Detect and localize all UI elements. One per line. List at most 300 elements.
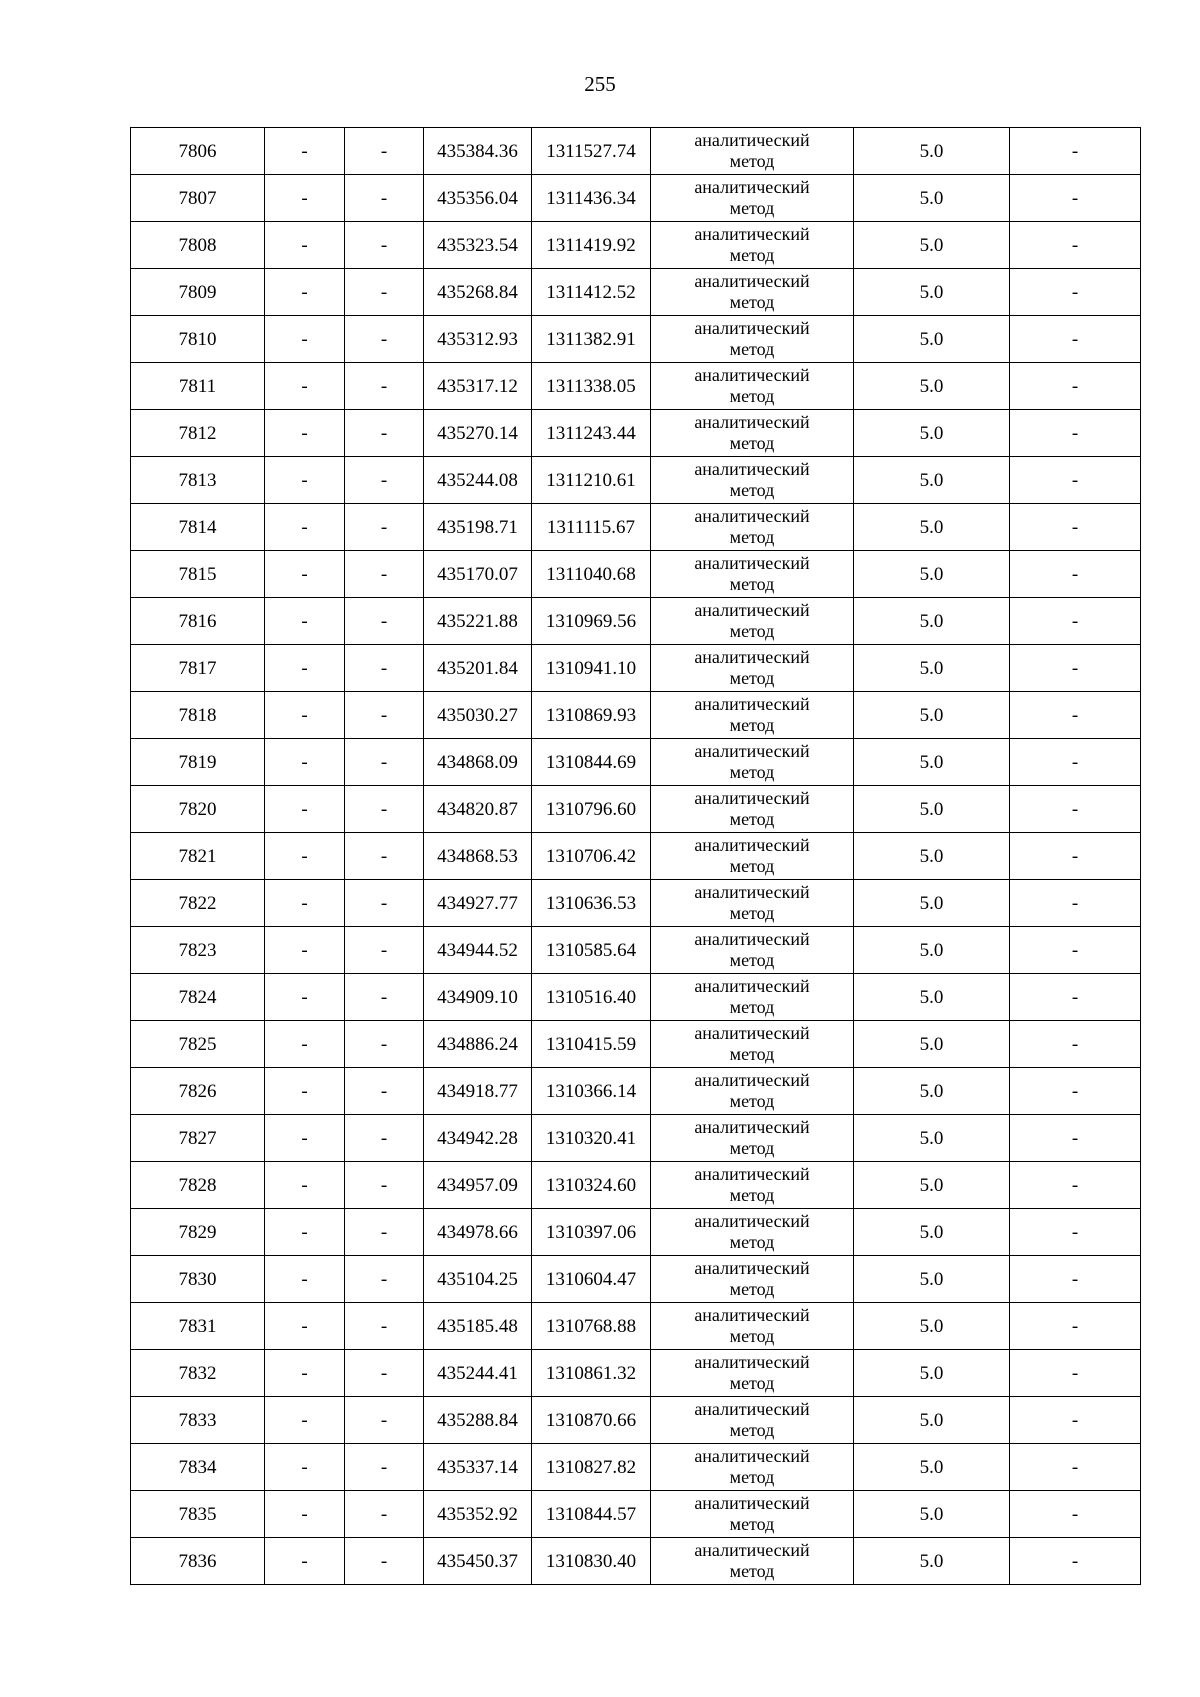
column-2-cell: - (265, 175, 345, 222)
y-coordinate-cell: 1310844.69 (532, 739, 651, 786)
last-column-cell: - (1010, 222, 1141, 269)
last-column-cell: - (1010, 1538, 1141, 1585)
x-coordinate-cell: 435244.41 (424, 1350, 532, 1397)
method-cell (651, 1021, 854, 1068)
method-cell (651, 739, 854, 786)
method-text-line: метод (729, 1044, 775, 1064)
x-coordinate-cell: 434944.52 (424, 927, 532, 974)
table-row (131, 786, 1141, 833)
method-text-line: аналитический (694, 177, 810, 197)
table-row (131, 1162, 1141, 1209)
last-column-cell: - (1010, 1397, 1141, 1444)
method-cell (651, 880, 854, 927)
last-column-cell: - (1010, 1021, 1141, 1068)
method-text-line: аналитический (694, 788, 810, 808)
method-text-line: аналитический (694, 271, 810, 291)
accuracy-cell: 5.0 (854, 1256, 1010, 1303)
x-coordinate-cell: 434868.09 (424, 739, 532, 786)
y-coordinate-cell: 1310366.14 (532, 1068, 651, 1115)
method-text-line: метод (729, 1138, 775, 1158)
column-2-cell: - (265, 504, 345, 551)
method-cell (651, 363, 854, 410)
table-row (131, 457, 1141, 504)
method-cell (651, 1303, 854, 1350)
x-coordinate-cell: 435201.84 (424, 645, 532, 692)
table-row (131, 1303, 1141, 1350)
method-cell (651, 1256, 854, 1303)
point-number-cell: 7836 (131, 1538, 265, 1585)
table-row (131, 410, 1141, 457)
x-coordinate-cell: 435323.54 (424, 222, 532, 269)
column-2-cell: - (265, 363, 345, 410)
point-number-cell: 7835 (131, 1491, 265, 1538)
column-2-cell: - (265, 1209, 345, 1256)
method-text-line: аналитический (694, 412, 810, 432)
accuracy-cell: 5.0 (854, 1115, 1010, 1162)
method-cell (651, 316, 854, 363)
y-coordinate-cell: 1310397.06 (532, 1209, 651, 1256)
column-2-cell: - (265, 128, 345, 175)
column-3-cell: - (345, 1444, 424, 1491)
x-coordinate-cell: 435104.25 (424, 1256, 532, 1303)
method-cell (651, 1538, 854, 1585)
method-cell (651, 927, 854, 974)
method-text-line: метод (729, 950, 775, 970)
method-text-line: аналитический (694, 506, 810, 526)
point-number-cell: 7823 (131, 927, 265, 974)
method-cell (651, 269, 854, 316)
last-column-cell: - (1010, 692, 1141, 739)
method-text-line: метод (729, 1514, 775, 1534)
y-coordinate-cell: 1311115.67 (532, 504, 651, 551)
last-column-cell: - (1010, 1209, 1141, 1256)
accuracy-cell: 5.0 (854, 598, 1010, 645)
method-text-line: метод (729, 1279, 775, 1299)
column-2-cell: - (265, 880, 345, 927)
accuracy-cell: 5.0 (854, 1538, 1010, 1585)
method-text-line: метод (729, 1373, 775, 1393)
table-row (131, 1538, 1141, 1585)
x-coordinate-cell: 435317.12 (424, 363, 532, 410)
column-3-cell: - (345, 1397, 424, 1444)
column-2-cell: - (265, 1256, 345, 1303)
method-text-line: метод (729, 715, 775, 735)
column-3-cell: - (345, 598, 424, 645)
point-number-cell: 7807 (131, 175, 265, 222)
method-text-line: аналитический (694, 1117, 810, 1137)
column-2-cell: - (265, 1068, 345, 1115)
method-text-line: аналитический (694, 694, 810, 714)
accuracy-cell: 5.0 (854, 1303, 1010, 1350)
y-coordinate-cell: 1310604.47 (532, 1256, 651, 1303)
method-text-line: метод (729, 574, 775, 594)
x-coordinate-cell: 435221.88 (424, 598, 532, 645)
table-row (131, 974, 1141, 1021)
x-coordinate-cell: 434820.87 (424, 786, 532, 833)
method-text-line: аналитический (694, 741, 810, 761)
last-column-cell: - (1010, 1162, 1141, 1209)
method-cell (651, 598, 854, 645)
method-cell (651, 1068, 854, 1115)
point-number-cell: 7813 (131, 457, 265, 504)
accuracy-cell: 5.0 (854, 1021, 1010, 1068)
column-2-cell: - (265, 786, 345, 833)
method-cell (651, 1209, 854, 1256)
table-row (131, 645, 1141, 692)
table-row (131, 1256, 1141, 1303)
y-coordinate-cell: 1310827.82 (532, 1444, 651, 1491)
y-coordinate-cell: 1310516.40 (532, 974, 651, 1021)
last-column-cell: - (1010, 128, 1141, 175)
method-text-line: метод (729, 386, 775, 406)
column-2-cell: - (265, 1115, 345, 1162)
x-coordinate-cell: 434927.77 (424, 880, 532, 927)
y-coordinate-cell: 1311382.91 (532, 316, 651, 363)
column-2-cell: - (265, 457, 345, 504)
last-column-cell: - (1010, 551, 1141, 598)
point-number-cell: 7815 (131, 551, 265, 598)
point-number-cell: 7819 (131, 739, 265, 786)
y-coordinate-cell: 1310869.93 (532, 692, 651, 739)
point-number-cell: 7826 (131, 1068, 265, 1115)
column-2-cell: - (265, 1397, 345, 1444)
column-3-cell: - (345, 504, 424, 551)
method-text-line: метод (729, 527, 775, 547)
y-coordinate-cell: 1311436.34 (532, 175, 651, 222)
y-coordinate-cell: 1311419.92 (532, 222, 651, 269)
method-text-line: метод (729, 292, 775, 312)
x-coordinate-cell: 435356.04 (424, 175, 532, 222)
accuracy-cell: 5.0 (854, 833, 1010, 880)
column-3-cell: - (345, 1115, 424, 1162)
column-2-cell: - (265, 739, 345, 786)
column-2-cell: - (265, 692, 345, 739)
accuracy-cell: 5.0 (854, 363, 1010, 410)
x-coordinate-cell: 435352.92 (424, 1491, 532, 1538)
point-number-cell: 7814 (131, 504, 265, 551)
column-3-cell: - (345, 786, 424, 833)
table-row (131, 363, 1141, 410)
y-coordinate-cell: 1310768.88 (532, 1303, 651, 1350)
y-coordinate-cell: 1310585.64 (532, 927, 651, 974)
accuracy-cell: 5.0 (854, 974, 1010, 1021)
last-column-cell: - (1010, 598, 1141, 645)
column-2-cell: - (265, 551, 345, 598)
point-number-cell: 7829 (131, 1209, 265, 1256)
table-row (131, 1021, 1141, 1068)
accuracy-cell: 5.0 (854, 692, 1010, 739)
accuracy-cell: 5.0 (854, 410, 1010, 457)
method-text-line: аналитический (694, 1258, 810, 1278)
y-coordinate-cell: 1310941.10 (532, 645, 651, 692)
x-coordinate-cell: 434909.10 (424, 974, 532, 1021)
column-2-cell: - (265, 222, 345, 269)
method-text-line: аналитический (694, 647, 810, 667)
method-text-line: метод (729, 668, 775, 688)
column-2-cell: - (265, 269, 345, 316)
last-column-cell: - (1010, 974, 1141, 1021)
accuracy-cell: 5.0 (854, 504, 1010, 551)
column-3-cell: - (345, 927, 424, 974)
y-coordinate-cell: 1311040.68 (532, 551, 651, 598)
method-cell (651, 786, 854, 833)
table-row (131, 1444, 1141, 1491)
x-coordinate-cell: 435337.14 (424, 1444, 532, 1491)
x-coordinate-cell: 435185.48 (424, 1303, 532, 1350)
point-number-cell: 7824 (131, 974, 265, 1021)
method-text-line: аналитический (694, 130, 810, 150)
column-3-cell: - (345, 363, 424, 410)
method-text-line: аналитический (694, 976, 810, 996)
y-coordinate-cell: 1310844.57 (532, 1491, 651, 1538)
method-text-line: метод (729, 762, 775, 782)
point-number-cell: 7834 (131, 1444, 265, 1491)
last-column-cell: - (1010, 833, 1141, 880)
method-text-line: метод (729, 1561, 775, 1581)
y-coordinate-cell: 1311243.44 (532, 410, 651, 457)
method-text-line: метод (729, 1185, 775, 1205)
column-3-cell: - (345, 1491, 424, 1538)
last-column-cell: - (1010, 1303, 1141, 1350)
method-text-line: метод (729, 1232, 775, 1252)
method-text-line: метод (729, 1091, 775, 1111)
last-column-cell: - (1010, 1491, 1141, 1538)
column-3-cell: - (345, 1021, 424, 1068)
accuracy-cell: 5.0 (854, 175, 1010, 222)
column-3-cell: - (345, 1303, 424, 1350)
column-3-cell: - (345, 1538, 424, 1585)
column-2-cell: - (265, 1444, 345, 1491)
point-number-cell: 7811 (131, 363, 265, 410)
table-row (131, 316, 1141, 363)
table-row (131, 222, 1141, 269)
method-text-line: аналитический (694, 318, 810, 338)
table-row (131, 833, 1141, 880)
method-cell (651, 128, 854, 175)
accuracy-cell: 5.0 (854, 457, 1010, 504)
accuracy-cell: 5.0 (854, 645, 1010, 692)
point-number-cell: 7828 (131, 1162, 265, 1209)
y-coordinate-cell: 1311210.61 (532, 457, 651, 504)
method-text-line: аналитический (694, 365, 810, 385)
x-coordinate-cell: 434978.66 (424, 1209, 532, 1256)
method-text-line: метод (729, 1326, 775, 1346)
method-text-line: аналитический (694, 1070, 810, 1090)
point-number-cell: 7832 (131, 1350, 265, 1397)
method-text-line: метод (729, 1467, 775, 1487)
column-2-cell: - (265, 1162, 345, 1209)
table-row (131, 927, 1141, 974)
table-row (131, 504, 1141, 551)
method-text-line: метод (729, 245, 775, 265)
method-text-line: аналитический (694, 1305, 810, 1325)
table-row (131, 551, 1141, 598)
table-row (131, 1115, 1141, 1162)
last-column-cell: - (1010, 1444, 1141, 1491)
x-coordinate-cell: 434957.09 (424, 1162, 532, 1209)
y-coordinate-cell: 1310320.41 (532, 1115, 651, 1162)
table-row (131, 880, 1141, 927)
column-3-cell: - (345, 269, 424, 316)
accuracy-cell: 5.0 (854, 316, 1010, 363)
last-column-cell: - (1010, 269, 1141, 316)
column-3-cell: - (345, 316, 424, 363)
column-2-cell: - (265, 410, 345, 457)
method-cell (651, 1350, 854, 1397)
column-2-cell: - (265, 927, 345, 974)
point-number-cell: 7830 (131, 1256, 265, 1303)
last-column-cell: - (1010, 1068, 1141, 1115)
point-number-cell: 7808 (131, 222, 265, 269)
x-coordinate-cell: 435450.37 (424, 1538, 532, 1585)
last-column-cell: - (1010, 645, 1141, 692)
x-coordinate-cell: 435030.27 (424, 692, 532, 739)
column-3-cell: - (345, 692, 424, 739)
method-text-line: метод (729, 151, 775, 171)
table-row (131, 175, 1141, 222)
last-column-cell: - (1010, 316, 1141, 363)
method-cell (651, 1115, 854, 1162)
method-text-line: аналитический (694, 929, 810, 949)
accuracy-cell: 5.0 (854, 1444, 1010, 1491)
y-coordinate-cell: 1310706.42 (532, 833, 651, 880)
method-cell (651, 1444, 854, 1491)
point-number-cell: 7806 (131, 128, 265, 175)
column-3-cell: - (345, 974, 424, 1021)
method-text-line: аналитический (694, 1540, 810, 1560)
column-2-cell: - (265, 1538, 345, 1585)
y-coordinate-cell: 1310861.32 (532, 1350, 651, 1397)
last-column-cell: - (1010, 457, 1141, 504)
column-3-cell: - (345, 410, 424, 457)
last-column-cell: - (1010, 1115, 1141, 1162)
method-cell (651, 504, 854, 551)
method-text-line: метод (729, 433, 775, 453)
method-text-line: аналитический (694, 1023, 810, 1043)
column-3-cell: - (345, 1068, 424, 1115)
method-text-line: аналитический (694, 600, 810, 620)
point-number-cell: 7820 (131, 786, 265, 833)
accuracy-cell: 5.0 (854, 269, 1010, 316)
accuracy-cell: 5.0 (854, 1068, 1010, 1115)
last-column-cell: - (1010, 739, 1141, 786)
method-text-line: метод (729, 339, 775, 359)
method-text-line: метод (729, 997, 775, 1017)
method-cell (651, 645, 854, 692)
column-2-cell: - (265, 598, 345, 645)
column-2-cell: - (265, 833, 345, 880)
accuracy-cell: 5.0 (854, 128, 1010, 175)
method-text-line: аналитический (694, 1446, 810, 1466)
column-3-cell: - (345, 880, 424, 927)
last-column-cell: - (1010, 927, 1141, 974)
column-2-cell: - (265, 1303, 345, 1350)
table-row (131, 1397, 1141, 1444)
y-coordinate-cell: 1310870.66 (532, 1397, 651, 1444)
method-text-line: аналитический (694, 553, 810, 573)
point-number-cell: 7822 (131, 880, 265, 927)
accuracy-cell: 5.0 (854, 880, 1010, 927)
point-number-cell: 7831 (131, 1303, 265, 1350)
column-2-cell: - (265, 1491, 345, 1538)
accuracy-cell: 5.0 (854, 1350, 1010, 1397)
column-3-cell: - (345, 457, 424, 504)
x-coordinate-cell: 435170.07 (424, 551, 532, 598)
point-number-cell: 7833 (131, 1397, 265, 1444)
method-text-line: метод (729, 903, 775, 923)
method-text-line: аналитический (694, 459, 810, 479)
accuracy-cell: 5.0 (854, 1162, 1010, 1209)
table-row (131, 1068, 1141, 1115)
column-2-cell: - (265, 974, 345, 1021)
column-3-cell: - (345, 1256, 424, 1303)
table-row (131, 1491, 1141, 1538)
x-coordinate-cell: 435384.36 (424, 128, 532, 175)
y-coordinate-cell: 1310969.56 (532, 598, 651, 645)
x-coordinate-cell: 435270.14 (424, 410, 532, 457)
method-cell (651, 1491, 854, 1538)
method-text-line: аналитический (694, 1164, 810, 1184)
method-cell (651, 692, 854, 739)
method-text-line: метод (729, 621, 775, 641)
column-3-cell: - (345, 222, 424, 269)
y-coordinate-cell: 1311412.52 (532, 269, 651, 316)
method-cell (651, 222, 854, 269)
table-row (131, 739, 1141, 786)
table-row (131, 1350, 1141, 1397)
y-coordinate-cell: 1311527.74 (532, 128, 651, 175)
accuracy-cell: 5.0 (854, 1209, 1010, 1256)
accuracy-cell: 5.0 (854, 1397, 1010, 1444)
x-coordinate-cell: 434942.28 (424, 1115, 532, 1162)
point-number-cell: 7825 (131, 1021, 265, 1068)
column-2-cell: - (265, 1350, 345, 1397)
column-3-cell: - (345, 551, 424, 598)
last-column-cell: - (1010, 1350, 1141, 1397)
method-text-line: аналитический (694, 835, 810, 855)
column-2-cell: - (265, 316, 345, 363)
last-column-cell: - (1010, 1256, 1141, 1303)
column-3-cell: - (345, 128, 424, 175)
point-number-cell: 7812 (131, 410, 265, 457)
x-coordinate-cell: 435268.84 (424, 269, 532, 316)
accuracy-cell: 5.0 (854, 222, 1010, 269)
last-column-cell: - (1010, 880, 1141, 927)
point-number-cell: 7816 (131, 598, 265, 645)
x-coordinate-cell: 435312.93 (424, 316, 532, 363)
column-3-cell: - (345, 175, 424, 222)
accuracy-cell: 5.0 (854, 551, 1010, 598)
x-coordinate-cell: 435198.71 (424, 504, 532, 551)
accuracy-cell: 5.0 (854, 1491, 1010, 1538)
table-row (131, 598, 1141, 645)
point-number-cell: 7821 (131, 833, 265, 880)
table-row (131, 128, 1141, 175)
method-text-line: метод (729, 480, 775, 500)
method-text-line: аналитический (694, 882, 810, 902)
table-body (131, 128, 1141, 1585)
y-coordinate-cell: 1311338.05 (532, 363, 651, 410)
x-coordinate-cell: 434918.77 (424, 1068, 532, 1115)
method-text-line: аналитический (694, 1211, 810, 1231)
last-column-cell: - (1010, 175, 1141, 222)
method-text-line: аналитический (694, 1399, 810, 1419)
method-text-line: метод (729, 198, 775, 218)
page-number: 255 (584, 72, 616, 96)
last-column-cell: - (1010, 786, 1141, 833)
method-cell (651, 1397, 854, 1444)
x-coordinate-cell: 434868.53 (424, 833, 532, 880)
